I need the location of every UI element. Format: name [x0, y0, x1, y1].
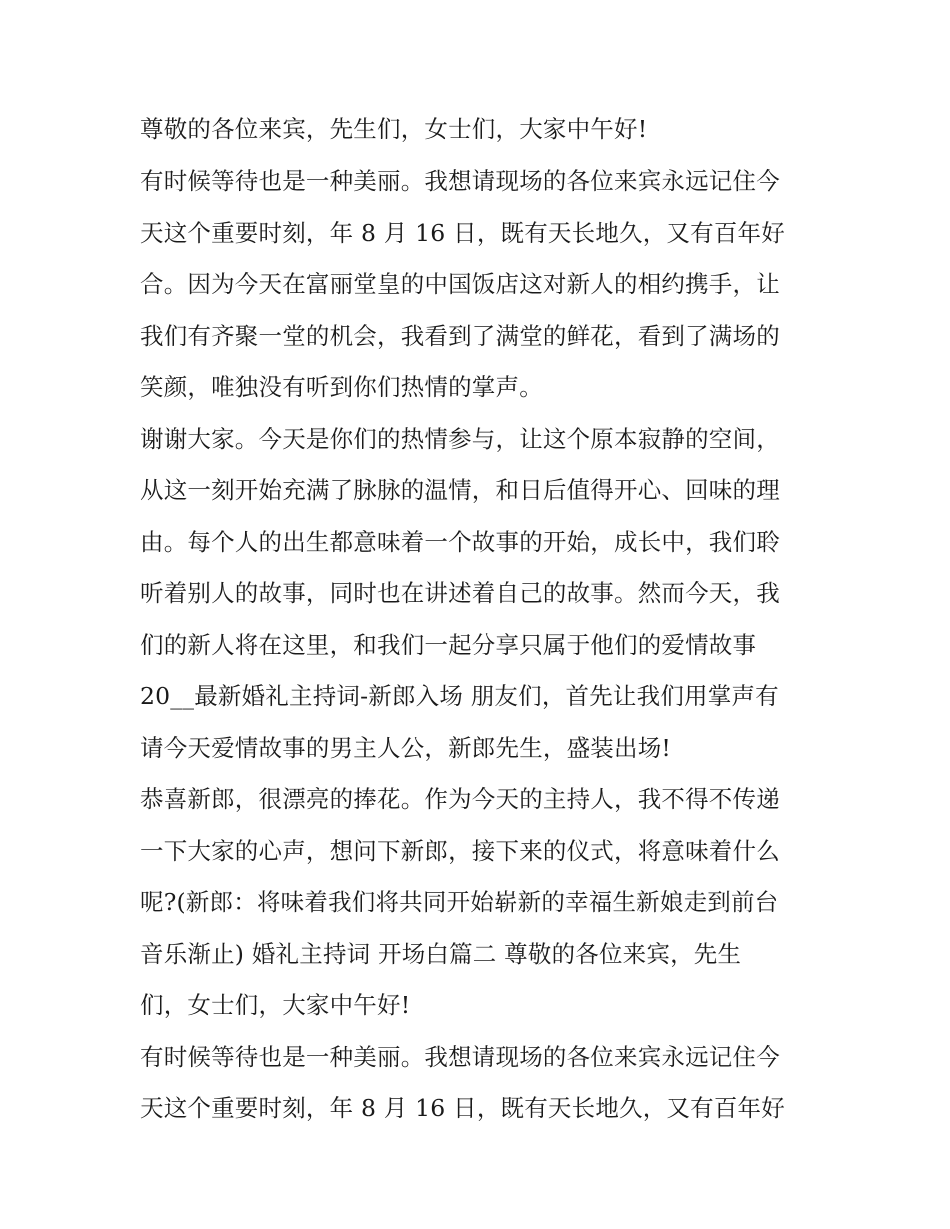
text-line: 由。每个人的出生都意味着一个故事的开始，成长中，我们聆 — [140, 528, 780, 556]
text-line: 有时候等待也是一种美丽。我想请现场的各位来宾永远记住今 — [140, 1043, 780, 1071]
text-line: 天这个重要时刻，年 8 月 16 日，既有天长地久，又有百年好 — [140, 219, 785, 247]
text-line: 有时候等待也是一种美丽。我想请现场的各位来宾永远记住今 — [140, 167, 780, 195]
text-line: 们，女士们，大家中午好! — [140, 991, 411, 1019]
text-line: 天这个重要时刻，年 8 月 16 日，既有天长地久，又有百年好 — [140, 1094, 785, 1122]
text-line: 听着别人的故事，同时也在讲述着自己的故事。然而今天，我 — [140, 579, 780, 607]
text-line: 恭喜新郎，很漂亮的捧花。作为今天的主持人，我不得不传递 — [140, 785, 780, 813]
text-line: 音乐渐止) 婚礼主持词 开场白篇二 尊敬的各位来宾，先生 — [140, 940, 742, 968]
text-line: 请今天爱情故事的男主人公，新郎先生，盛装出场! — [140, 734, 672, 762]
text-line: 呢?(新郎：将味着我们将共同开始崭新的幸福生新娘走到前台 — [140, 888, 779, 916]
text-line: 我们有齐聚一堂的机会，我看到了满堂的鲜花，看到了满场的 — [140, 322, 780, 350]
text-line: 20__最新婚礼主持词-新郎入场 朋友们，首先让我们用掌声有 — [140, 682, 779, 710]
text-line: 们的新人将在这里，和我们一起分享只属于他们的爱情故事 — [140, 631, 757, 659]
text-line: 笑颜，唯独没有听到你们热情的掌声。 — [140, 373, 543, 401]
text-line: 谢谢大家。今天是你们的热情参与，让这个原本寂静的空间， — [140, 425, 780, 453]
text-line: 尊敬的各位来宾，先生们，女士们，大家中午好! — [140, 115, 648, 143]
text-line: 一下大家的心声，想问下新郎，接下来的仪式，将意味着什么 — [140, 837, 780, 865]
text-line: 合。因为今天在富丽堂皇的中国饭店这对新人的相约携手，让 — [140, 270, 780, 298]
text-line: 从这一刻开始充满了脉脉的温情，和日后值得开心、回味的理 — [140, 476, 780, 504]
